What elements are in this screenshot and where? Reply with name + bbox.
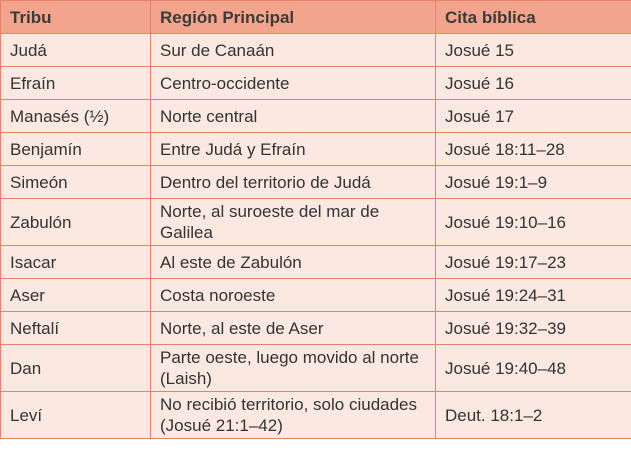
cell-region: Dentro del territorio de Judá [151,166,436,199]
cell-region: No recibió territorio, solo ciudades (Josué 21:1–42) [151,392,436,439]
table-row [1,34,631,67]
table-row [1,199,631,246]
cell-tribu: Zabulón [1,199,151,246]
cell-region: Centro-occidente [151,67,436,100]
cell-cita: Josué 18:11–28 [436,133,631,166]
cell-cita: Josué 17 [436,100,631,133]
cell-region: Costa noroeste [151,279,436,312]
cell-tribu: Dan [1,345,151,392]
table-row [1,246,631,279]
cell-cita: Josué 19:24–31 [436,279,631,312]
table-row [1,133,631,166]
header-tribu: Tribu [1,1,151,34]
cell-region: Al este de Zabulón [151,246,436,279]
cell-cita: Josué 16 [436,67,631,100]
cell-tribu: Benjamín [1,133,151,166]
cell-region: Norte central [151,100,436,133]
table-row [1,345,631,392]
cell-cita: Josué 19:17–23 [436,246,631,279]
table-row [1,166,631,199]
cell-tribu: Neftalí [1,312,151,345]
cell-region: Parte oeste, luego movido al norte (Laish) [151,345,436,392]
cell-tribu: Isacar [1,246,151,279]
cell-tribu: Simeón [1,166,151,199]
table-header-row [1,1,631,34]
table-row [1,100,631,133]
cell-cita: Deut. 18:1–2 [436,392,631,439]
table-row [1,392,631,439]
cell-region: Sur de Canaán [151,34,436,67]
header-region: Región Principal [151,1,436,34]
cell-cita: Josué 15 [436,34,631,67]
cell-cita: Josué 19:1–9 [436,166,631,199]
cell-cita: Josué 19:32–39 [436,312,631,345]
table-row [1,279,631,312]
cell-cita: Josué 19:40–48 [436,345,631,392]
cell-tribu: Leví [1,392,151,439]
table-row [1,67,631,100]
cell-region: Entre Judá y Efraín [151,133,436,166]
cell-cita: Josué 19:10–16 [436,199,631,246]
cell-tribu: Judá [1,34,151,67]
header-cita: Cita bíblica [436,1,631,34]
cell-tribu: Manasés (½) [1,100,151,133]
cell-tribu: Efraín [1,67,151,100]
cell-region: Norte, al este de Aser [151,312,436,345]
table-row [1,312,631,345]
cell-region: Norte, al suroeste del mar de Galilea [151,199,436,246]
cell-tribu: Aser [1,279,151,312]
